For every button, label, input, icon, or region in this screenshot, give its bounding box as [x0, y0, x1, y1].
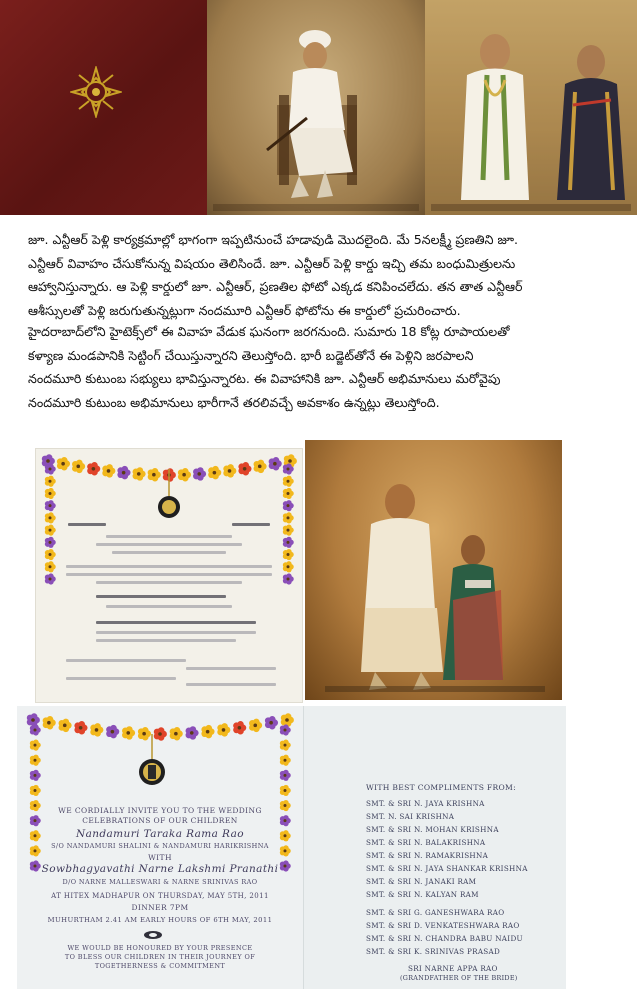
compliments-item: SMT. & SRI D. VENKATESHWARA RAO: [366, 921, 520, 930]
article-line: కళ్యాణ మండపానికి సెట్టింగ్ చేయిస్తున్నారని తెలుస్తోంది. భారీ బడ్జెట్‌తోనే ఈ పెళ్లిని జరపాలని: [28, 347, 474, 363]
article-line: హైదరాబాద్‌లోని హైటెక్స్‌లో ఈ వివాహ వేడుక ఘనంగా జరగనుంది. సుమారు 18 కోట్ల రూపాయలతో: [28, 324, 510, 339]
article-line: ఆహ్వానిస్తున్నారు. ఆ పెళ్లి కార్డులో జూ. ఎన్టీఆర్, ప్రణతిల ఫోటో ఎక్కడ కనిపించలేదు. తన తాత ఎన్టీఆర్: [28, 279, 523, 294]
gold-emblem-icon: [70, 66, 122, 118]
groom-parents: S/O NANDAMURI SHALINI & NANDAMURI HARIKRISHNA: [51, 842, 269, 850]
compliments-item: SMT. & SRI N. JAYA SHANKAR KRISHNA: [366, 864, 528, 873]
closing-line: WE WOULD BE HONOURED BY YOUR PRESENCE: [67, 944, 253, 952]
article-line: ఆశీస్సులతో పెళ్లి జరుగుతున్నట్లుగా నందమూరి ఎన్టీఆర్ ఫోటోను ఈ కార్డులో ప్రచురించారు.: [28, 302, 461, 318]
venue-text: AT HITEX MADHAPUR ON THURSDAY, MAY 5TH, 2011: [51, 892, 269, 900]
bride-parents: D/O NARNE MALLESWARI & NARNE SRINIVAS RAO: [62, 878, 258, 886]
seated-elder-portrait-photo: [207, 0, 425, 215]
book-cover-photo: [0, 0, 207, 215]
compliments-footer-name: SRI NARNE APPA RAO: [408, 964, 498, 973]
compliments-item: SMT. & SRI G. GANESHWARA RAO: [366, 908, 505, 917]
muhurtham-text: MUHURTHAM 2.41 AM EARLY HOURS OF 6TH MAY, 2011: [47, 916, 273, 924]
compliments-item: SMT. N. SAI KRISHNA: [366, 812, 455, 821]
compliments-item: SMT. & SRI N. KALYAN RAM: [366, 890, 479, 899]
compliments-item: SMT. & SRI K. SRINIVAS PRASAD: [366, 947, 501, 956]
compliments-item: SMT. & SRI N. MOHAN KRISHNA: [366, 825, 499, 834]
ornament-icon: [143, 930, 163, 940]
couple-portrait-photo: [425, 0, 637, 215]
photo-caption-strip: [431, 204, 631, 211]
compliments-item: SMT. & SRI N. CHANDRA BABU NAIDU: [366, 934, 523, 943]
article-line: ఎన్టీఆర్ వివాహం చేసుకోనున్న విషయం తెలిసిందే. జూ. ఎన్టీఆర్ పెళ్లి కార్డు ఇచ్చి తమ బంధుమిత్రులను: [28, 255, 516, 271]
couple-standing-portrait-photo: [305, 440, 562, 700]
article-line: నందమూరి కుటుంబ సభ్యులు భావిస్తున్నారట. ఈ వివాహానికి జూ. ఎన్టీఆర్ అభిమానులు మరోవైపు: [28, 371, 501, 386]
compliments-item: SMT. & SRI N. JAYA KRISHNA: [366, 799, 485, 808]
telugu-invitation-card-image: [35, 448, 303, 703]
article-line: జూ. ఎన్టీఆర్ పెళ్లి కార్యక్రమాల్లో భాగంగా ఇప్పటినుంచే హడావుడి మొదలైంది. మే 5నలక్ష్మీ ప్రణతిని జూ.: [28, 232, 519, 247]
with-text: WITH: [148, 853, 172, 862]
compliments-heading: WITH BEST COMPLIMENTS FROM:: [366, 783, 516, 792]
compliments-item: SMT. & SRI N. JANAKI RAM: [366, 877, 477, 886]
dinner-text: DINNER 7PM: [131, 903, 189, 912]
groom-name: Nandamuri Taraka Rama Rao: [75, 828, 244, 840]
compliments-footer-relation: (GRANDFATHER OF THE BRIDE): [400, 974, 518, 982]
invitation-line: CELEBRATIONS OF OUR CHILDREN: [82, 816, 238, 825]
compliments-card-image: [303, 706, 566, 989]
closing-line: TOGETHERNESS & COMMITMENT: [94, 962, 226, 970]
bride-name: Sowbhagyavathi Narne Lakshmi Pranathi: [41, 863, 279, 875]
invitation-line: WE CORDIALLY INVITE YOU TO THE WEDDING: [58, 806, 262, 815]
photo-caption-strip: [213, 204, 419, 211]
compliments-item: SMT. & SRI N. BALAKRISHNA: [366, 838, 486, 847]
article-line: నందమూరి కుటుంబ అభిమానులు భారీగానే తరలివచ్చే అవకాశం ఉన్నట్లు తెలుస్తోంది.: [28, 394, 440, 410]
article-paragraph-2: [28, 320, 618, 414]
compliments-item: SMT. & SRI N. RAMAKRISHNA: [366, 851, 489, 860]
article-paragraph-1: [28, 228, 618, 322]
english-invitation-card-image: [17, 706, 303, 989]
closing-line: TO BLESS OUR CHILDREN IN THEIR JOURNEY OF: [64, 953, 256, 961]
